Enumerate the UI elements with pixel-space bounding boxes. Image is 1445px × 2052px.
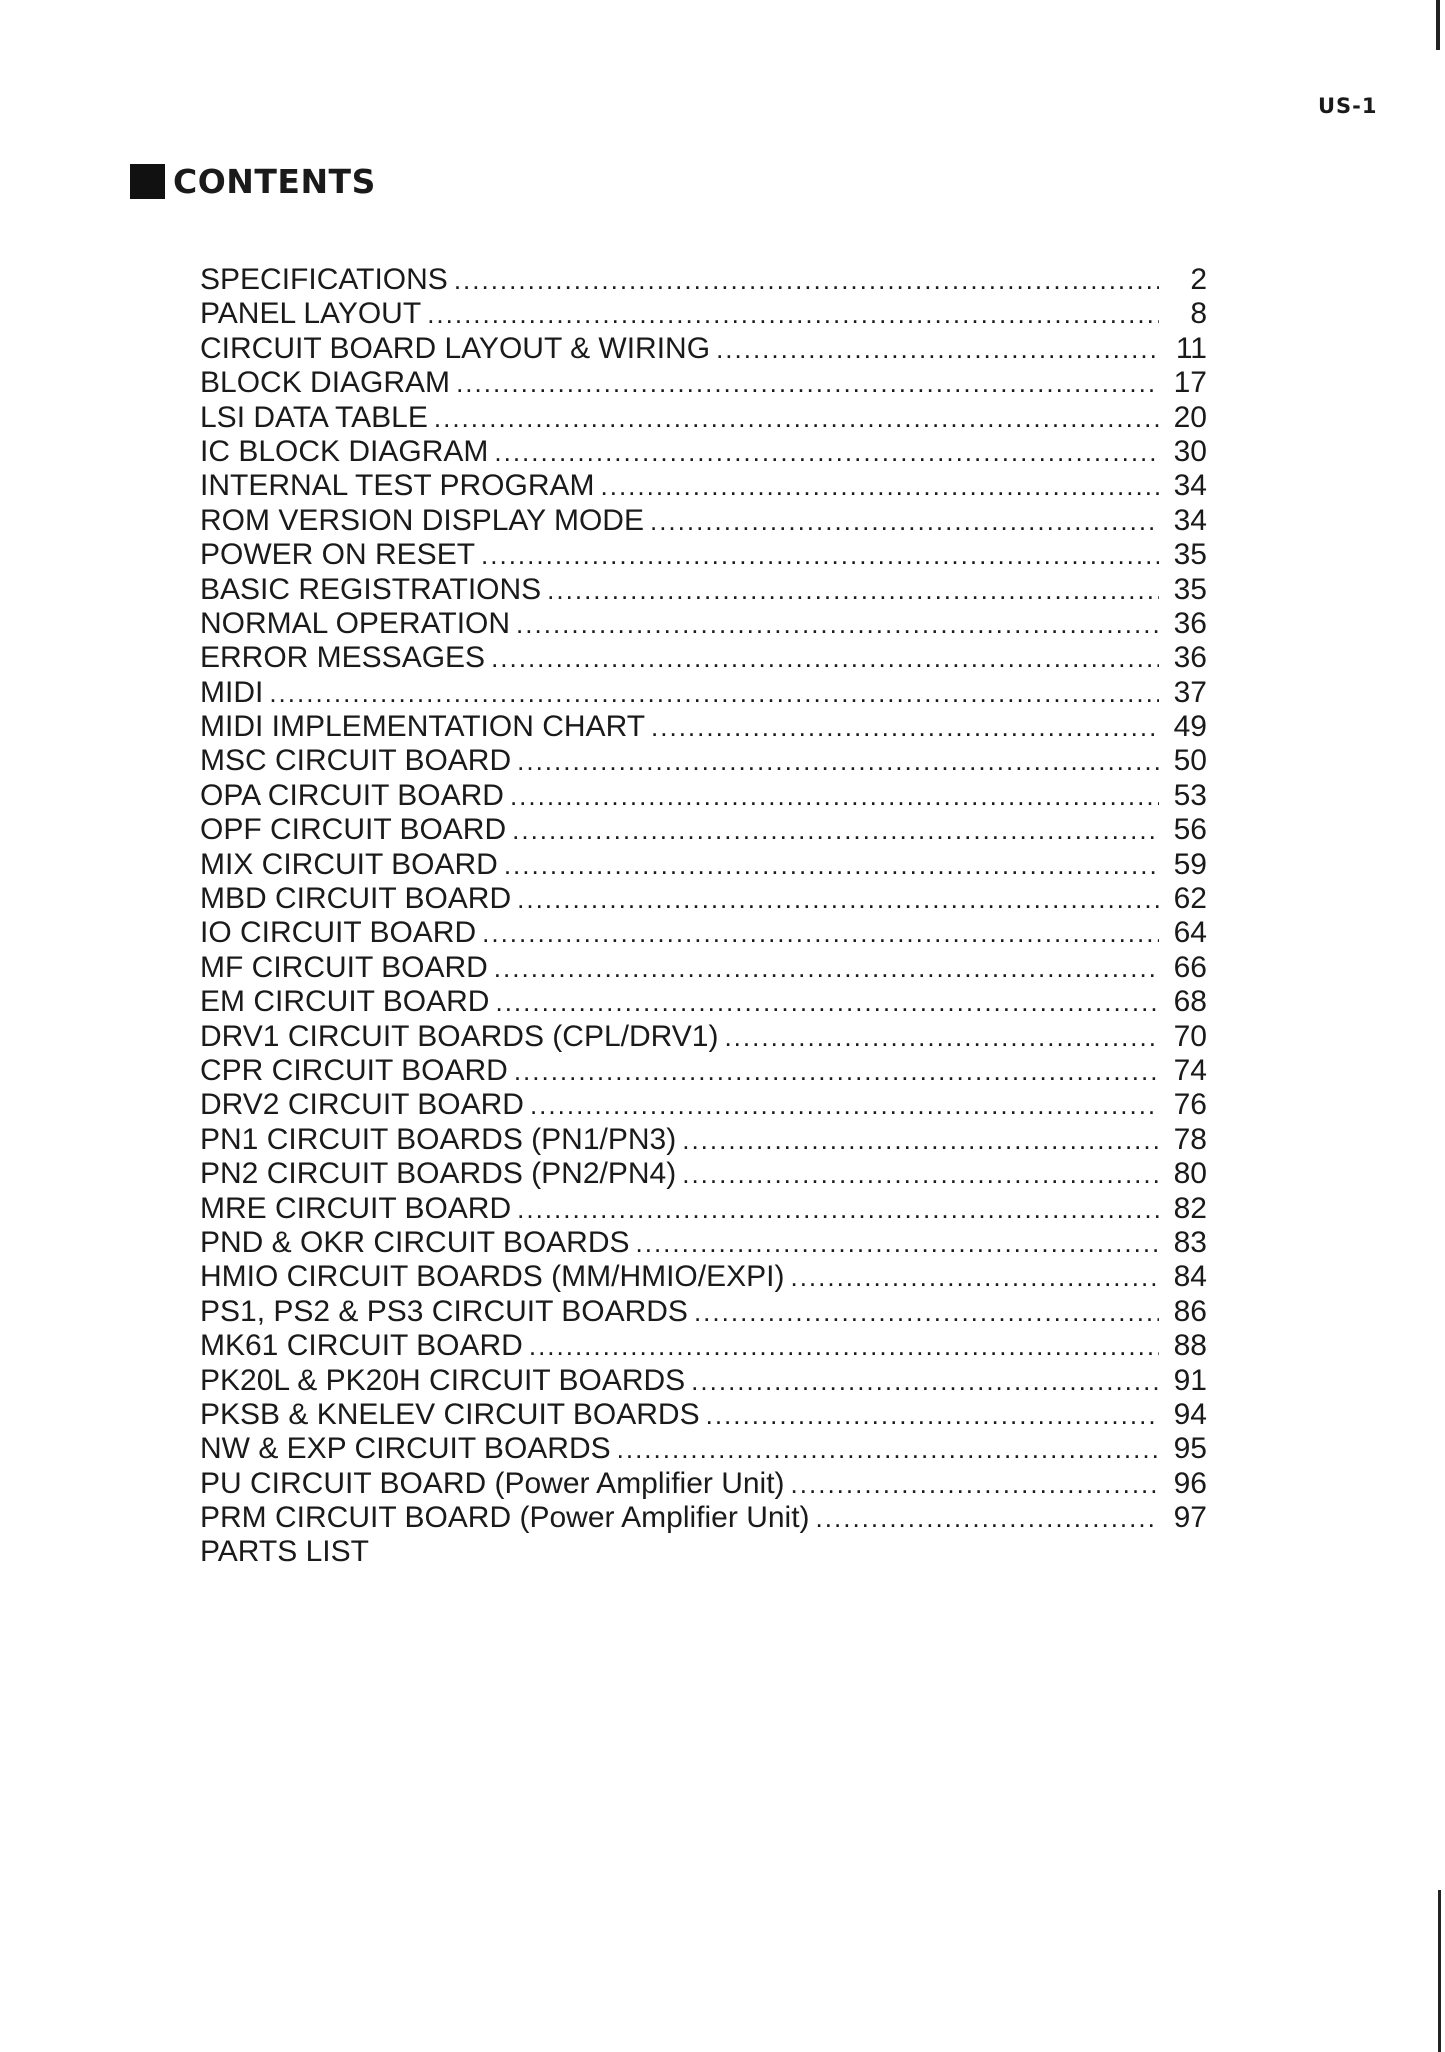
toc-leader-dots: [706, 1398, 1159, 1432]
toc-entry-page: 96: [1173, 1466, 1207, 1500]
toc-entry-title: BASIC REGISTRATIONS: [200, 572, 542, 606]
page-code: US-1: [1318, 94, 1378, 118]
toc-entry-title: POWER ON RESET: [200, 538, 476, 572]
toc-entry-page: 34: [1173, 469, 1207, 503]
toc-leader-dots: [482, 916, 1159, 950]
toc-entry[interactable]: [200, 1535, 1207, 1569]
toc-entry[interactable]: [200, 641, 1207, 675]
toc-leader-dots: [791, 1467, 1159, 1501]
toc-leader-dots: [517, 882, 1159, 916]
toc-entry-title: PU CIRCUIT BOARD (Power Amplifier Unit): [200, 1466, 785, 1500]
toc-entry-title: DRV2 CIRCUIT BOARD: [200, 1088, 524, 1122]
toc-entry[interactable]: [200, 813, 1207, 847]
toc-entry-title: ERROR MESSAGES: [200, 641, 486, 675]
toc-entry-title: IC BLOCK DIAGRAM: [200, 434, 489, 468]
toc-entry-title: NORMAL OPERATION: [200, 606, 511, 640]
toc-entry[interactable]: [200, 985, 1207, 1019]
toc-entry-page: 95: [1173, 1432, 1207, 1466]
toc-entry-title: CPR CIRCUIT BOARD: [200, 1053, 508, 1087]
toc-leader-dots: [510, 779, 1159, 813]
toc-leader-dots: [491, 641, 1159, 675]
toc-entry-title: CIRCUIT BOARD LAYOUT & WIRING: [200, 331, 711, 365]
toc-entry-title: IO CIRCUIT BOARD: [200, 916, 477, 950]
toc-entry-page: 53: [1173, 778, 1207, 812]
toc-entry[interactable]: [200, 504, 1207, 538]
toc-entry-title: PN2 CIRCUIT BOARDS (PN2/PN4): [200, 1157, 677, 1191]
toc-entry-page: 37: [1173, 675, 1207, 709]
toc-entry-title: MF CIRCUIT BOARD: [200, 950, 488, 984]
toc-entry-page: 64: [1173, 916, 1207, 950]
toc-leader-dots: [434, 401, 1159, 435]
toc-entry[interactable]: [200, 263, 1207, 297]
toc-entry[interactable]: [200, 332, 1207, 366]
toc-entry-title: HMIO CIRCUIT BOARDS (MM/HMIO/EXPI): [200, 1260, 785, 1294]
toc-entry[interactable]: [200, 1020, 1207, 1054]
toc-leader-dots: [724, 1020, 1159, 1054]
toc-entry-title: MRE CIRCUIT BOARD: [200, 1191, 512, 1225]
toc-entry-page: 76: [1173, 1088, 1207, 1122]
toc-entry-page: 78: [1173, 1122, 1207, 1156]
toc-leader-dots: [494, 435, 1159, 469]
toc-entry-page: 35: [1173, 538, 1207, 572]
toc-entry-page: 17: [1173, 366, 1207, 400]
toc-entry-title: LSI DATA TABLE: [200, 400, 428, 434]
toc-entry[interactable]: [200, 1088, 1207, 1122]
toc-entry-page: 56: [1173, 813, 1207, 847]
black-square-icon: [130, 164, 165, 199]
toc-leader-dots: [512, 813, 1159, 847]
toc-entry-title: NW & EXP CIRCUIT BOARDS: [200, 1432, 611, 1466]
toc-entry[interactable]: [200, 1398, 1207, 1432]
toc-leader-dots: [516, 607, 1159, 641]
toc-entry[interactable]: [200, 882, 1207, 916]
toc-leader-dots: [269, 676, 1159, 710]
toc-entry[interactable]: [200, 1157, 1207, 1191]
toc-entry-page: 2: [1190, 263, 1207, 296]
toc-entry[interactable]: [200, 951, 1207, 985]
toc-entry[interactable]: [200, 1329, 1207, 1363]
toc-entry-page: 80: [1173, 1157, 1207, 1191]
toc-entry-page: 86: [1173, 1294, 1207, 1328]
toc-entry-title: MIX CIRCUIT BOARD: [200, 847, 498, 881]
toc-entry-title: MIDI IMPLEMENTATION CHART: [200, 710, 646, 744]
table-of-contents: [200, 263, 1207, 1570]
toc-entry-page: 74: [1173, 1053, 1207, 1087]
toc-leader-dots: [617, 1432, 1159, 1466]
toc-leader-dots: [427, 297, 1159, 331]
toc-entry[interactable]: [200, 435, 1207, 469]
toc-entry-title: BLOCK DIAGRAM: [200, 366, 451, 400]
toc-leader-dots: [790, 1260, 1159, 1294]
toc-entry-title: PANEL LAYOUT: [200, 297, 422, 331]
toc-entry-title: MSC CIRCUIT BOARD: [200, 744, 512, 778]
toc-entry[interactable]: [200, 848, 1207, 882]
toc-entry[interactable]: [200, 1123, 1207, 1157]
toc-leader-dots: [691, 1364, 1159, 1398]
page-edge-mark: [1436, 0, 1440, 50]
toc-leader-dots: [456, 366, 1159, 400]
toc-entry-title: PKSB & KNELEV CIRCUIT BOARDS: [200, 1397, 700, 1431]
toc-entry[interactable]: [200, 744, 1207, 778]
toc-entry-title: OPF CIRCUIT BOARD: [200, 813, 507, 847]
toc-entry-title: MK61 CIRCUIT BOARD: [200, 1329, 523, 1363]
heading-text: CONTENTS: [173, 162, 376, 201]
toc-entry[interactable]: [200, 607, 1207, 641]
toc-entry-page: 34: [1173, 503, 1207, 537]
toc-entry[interactable]: [200, 1364, 1207, 1398]
toc-entry[interactable]: [200, 297, 1207, 331]
toc-entry-page: 11: [1175, 331, 1207, 365]
toc-entry-page: 88: [1173, 1329, 1207, 1363]
toc-entry-page: 84: [1173, 1260, 1207, 1294]
toc-entry[interactable]: [200, 1467, 1207, 1501]
toc-entry-page: 49: [1173, 710, 1207, 744]
toc-entry[interactable]: [200, 1501, 1207, 1535]
toc-entry-title: MIDI: [200, 675, 264, 709]
toc-entry[interactable]: [200, 710, 1207, 744]
toc-entry[interactable]: [200, 1260, 1207, 1294]
toc-entry[interactable]: [200, 401, 1207, 435]
toc-leader-dots: [495, 985, 1159, 1019]
toc-entry-page: 82: [1173, 1191, 1207, 1225]
toc-entry-title: PND & OKR CIRCUIT BOARDS: [200, 1225, 630, 1259]
contents-heading: [130, 162, 376, 201]
toc-leader-dots: [517, 1192, 1159, 1226]
toc-entry[interactable]: [200, 1295, 1207, 1329]
toc-leader-dots: [651, 710, 1159, 744]
toc-leader-dots: [694, 1295, 1159, 1329]
toc-leader-dots: [481, 538, 1159, 572]
toc-entry[interactable]: [200, 676, 1207, 710]
toc-entry-page: 70: [1173, 1019, 1207, 1053]
toc-entry-page: 97: [1173, 1501, 1207, 1535]
toc-entry-page: 36: [1173, 641, 1207, 675]
toc-entry[interactable]: [200, 1432, 1207, 1466]
toc-entry-page: 62: [1173, 882, 1207, 916]
toc-entry-page: 91: [1173, 1363, 1207, 1397]
toc-entry-title: PS1, PS2 & PS3 CIRCUIT BOARDS: [200, 1294, 688, 1328]
toc-entry[interactable]: [200, 573, 1207, 607]
toc-entry[interactable]: [200, 1054, 1207, 1088]
toc-entry[interactable]: [200, 469, 1207, 503]
toc-entry-page: 66: [1173, 950, 1207, 984]
toc-entry-page: 59: [1173, 847, 1207, 881]
toc-leader-dots: [716, 332, 1159, 366]
toc-leader-dots: [517, 744, 1159, 778]
toc-entry[interactable]: [200, 916, 1207, 950]
toc-leader-dots: [454, 263, 1159, 297]
toc-entry[interactable]: [200, 538, 1207, 572]
toc-entry-title: OPA CIRCUIT BOARD: [200, 778, 504, 812]
toc-entry-page: 30: [1173, 434, 1207, 468]
toc-entry[interactable]: [200, 1192, 1207, 1226]
toc-leader-dots: [504, 848, 1159, 882]
toc-leader-dots: [514, 1054, 1159, 1088]
toc-leader-dots: [529, 1329, 1159, 1363]
toc-entry-title: MBD CIRCUIT BOARD: [200, 882, 512, 916]
toc-entry-page: 35: [1173, 572, 1207, 606]
toc-entry-title: DRV1 CIRCUIT BOARDS (CPL/DRV1): [200, 1019, 719, 1053]
toc-entry-page: 68: [1173, 985, 1207, 1019]
toc-entry[interactable]: [200, 1226, 1207, 1260]
toc-entry-title: SPECIFICATIONS: [200, 263, 448, 296]
toc-entry-page: 8: [1190, 297, 1207, 331]
toc-leader-dots: [601, 469, 1159, 503]
toc-entry-title: EM CIRCUIT BOARD: [200, 985, 490, 1019]
page-edge-mark-bottom: [1438, 1890, 1441, 2052]
toc-leader-dots: [494, 951, 1159, 985]
toc-entry-page: 50: [1173, 744, 1207, 778]
toc-leader-dots: [682, 1157, 1159, 1191]
toc-leader-dots: [530, 1088, 1159, 1122]
toc-leader-dots: [682, 1123, 1159, 1157]
toc-leader-dots: [650, 504, 1159, 538]
toc-entry-page: 94: [1173, 1397, 1207, 1431]
toc-entry-title: PRM CIRCUIT BOARD (Power Amplifier Unit): [200, 1501, 810, 1535]
toc-entry-page: 36: [1173, 606, 1207, 640]
toc-entry-title: PK20L & PK20H CIRCUIT BOARDS: [200, 1363, 686, 1397]
toc-entry-page: 20: [1173, 400, 1207, 434]
toc-entry-title: PN1 CIRCUIT BOARDS (PN1/PN3): [200, 1122, 677, 1156]
toc-entry-title: ROM VERSION DISPLAY MODE: [200, 503, 644, 537]
toc-entry-title: PARTS LIST: [200, 1535, 369, 1569]
toc-entry[interactable]: [200, 779, 1207, 813]
toc-entry-page: 83: [1173, 1225, 1207, 1259]
toc-entry-title: INTERNAL TEST PROGRAM: [200, 469, 595, 503]
toc-entry[interactable]: [200, 366, 1207, 400]
toc-leader-dots: [636, 1226, 1159, 1260]
toc-leader-dots: [547, 573, 1159, 607]
toc-leader-dots: [816, 1501, 1159, 1535]
